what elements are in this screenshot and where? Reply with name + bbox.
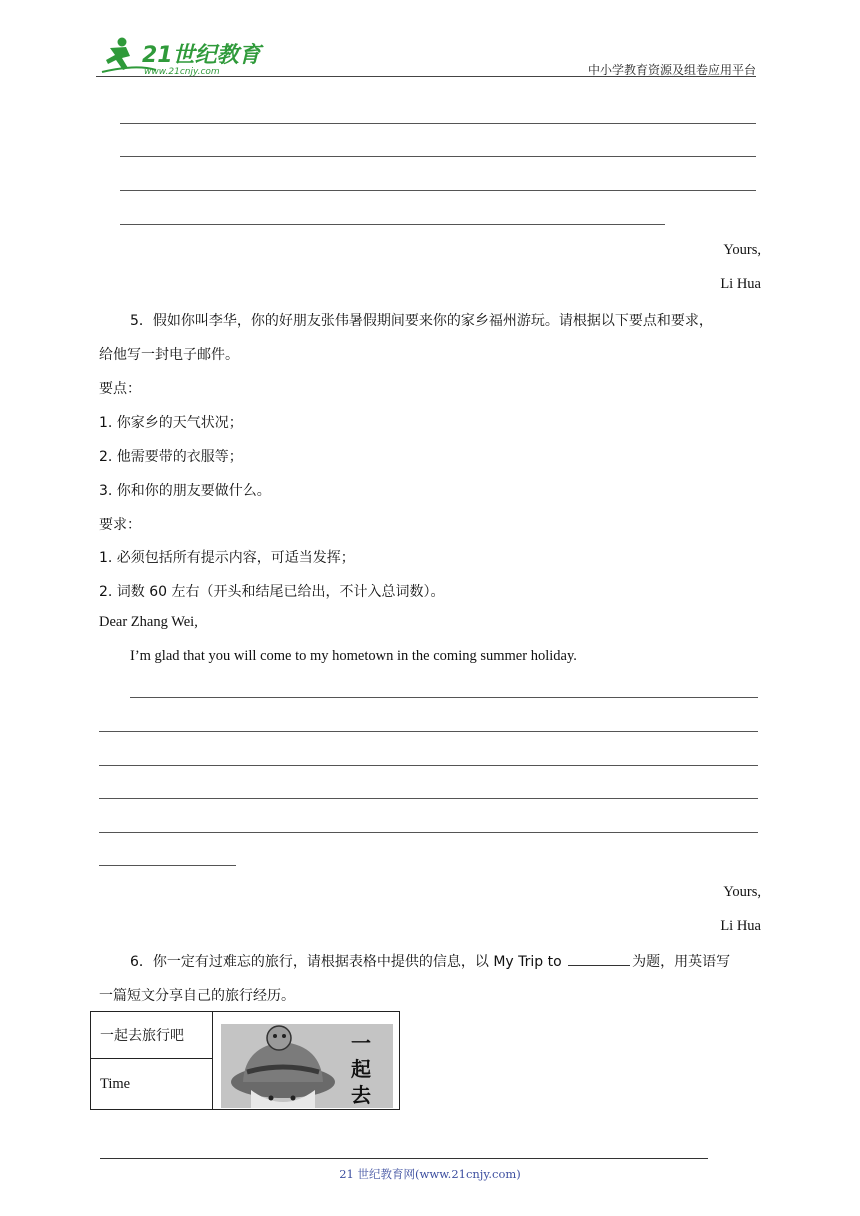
answer-line bbox=[99, 731, 758, 732]
closing-name: Li Hua bbox=[720, 276, 761, 292]
trip-info-table bbox=[90, 1011, 400, 1110]
answer-line bbox=[120, 224, 665, 225]
q5-prompt-line2: 给他写一封电子邮件。 bbox=[99, 347, 239, 363]
q6-prompt-before: 6．你一定有过难忘的旅行，请根据表格中提供的信息，以 My Trip to bbox=[130, 954, 567, 970]
q5-closing-name: Li Hua bbox=[720, 918, 761, 934]
header-rule bbox=[96, 76, 756, 77]
answer-line bbox=[130, 697, 758, 698]
footer-site-link[interactable]: 21 世纪教育网(www.21cnjy.com) bbox=[339, 1167, 521, 1181]
answer-line bbox=[120, 190, 756, 191]
q5-closing-yours: Yours, bbox=[723, 884, 761, 900]
answer-line bbox=[99, 765, 758, 766]
site-logo bbox=[96, 34, 266, 78]
table-row-label: 一起去旅行吧 bbox=[91, 1012, 213, 1059]
q6-prompt-line2: 一篇短文分享自己的旅行经历。 bbox=[99, 988, 295, 1004]
q5-points-title: 要点： bbox=[99, 381, 141, 397]
answer-line bbox=[99, 798, 758, 799]
q5-requirement: 1. 必须包括所有提示内容，可适当发挥； bbox=[99, 550, 355, 566]
answer-line bbox=[99, 832, 758, 833]
q6-prompt-line1 bbox=[130, 951, 730, 971]
travel-illustration bbox=[221, 1024, 393, 1108]
q5-point: 3. 你和你的朋友要做什么。 bbox=[99, 483, 271, 499]
travel-illustration-cell bbox=[213, 1012, 400, 1110]
q5-opening: I’m glad that you will come to my hometown in the coming summer holiday. bbox=[130, 648, 577, 664]
q5-prompt-line1: 5．假如你叫李华，你的好朋友张伟暑假期间要来你的家乡福州游玩。请根据以下要点和要求， bbox=[130, 313, 713, 329]
table-row-label: Time bbox=[91, 1059, 213, 1110]
q5-salutation: Dear Zhang Wei, bbox=[99, 614, 198, 630]
answer-line bbox=[120, 156, 756, 157]
answer-line bbox=[120, 123, 756, 124]
logo-url: www.21cnjy.com bbox=[144, 67, 220, 77]
q5-point: 2. 他需要带的衣服等； bbox=[99, 449, 243, 465]
q6-prompt-after: 为题，用英语写 bbox=[632, 954, 731, 970]
answer-line bbox=[99, 865, 236, 866]
picture-vertical-text: 一 起 去 bbox=[351, 1030, 371, 1107]
q5-point: 1. 你家乡的天气状况； bbox=[99, 415, 243, 431]
footer-rule bbox=[100, 1158, 708, 1159]
q6-title-blank bbox=[568, 953, 630, 966]
q5-requirement: 2. 词数 60 左右（开头和结尾已给出，不计入总词数）。 bbox=[99, 584, 445, 600]
q5-requirements-title: 要求： bbox=[99, 517, 141, 533]
header-platform-title: 中小学教育资源及组卷应用平台 bbox=[587, 63, 756, 77]
logo-text: 21世纪教育 bbox=[142, 43, 261, 68]
closing-yours: Yours, bbox=[723, 242, 761, 258]
